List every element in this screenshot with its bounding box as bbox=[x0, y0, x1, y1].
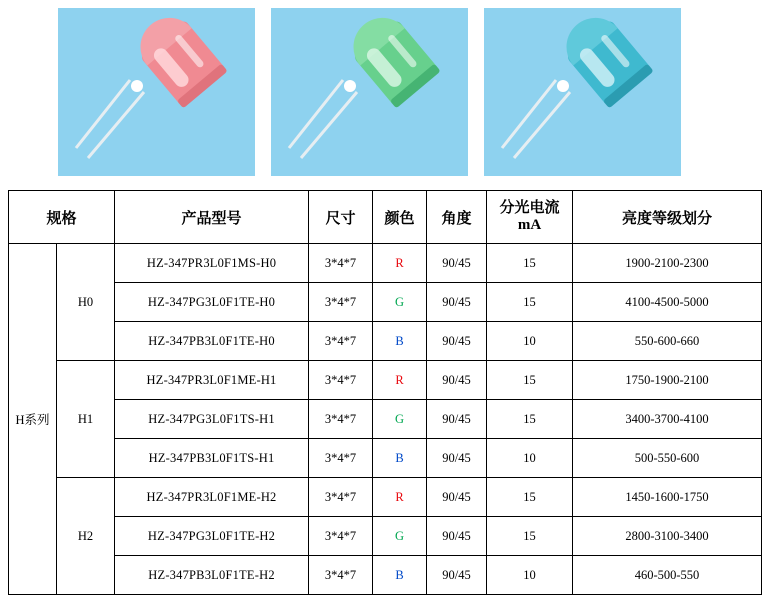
cell-brightness: 4100-4500-5000 bbox=[573, 283, 762, 322]
cell-current: 15 bbox=[487, 244, 573, 283]
cell-angle: 90/45 bbox=[427, 439, 487, 478]
cell-brightness: 3400-3700-4100 bbox=[573, 400, 762, 439]
specification-table bbox=[8, 190, 762, 595]
cell-color: R bbox=[373, 478, 427, 517]
cell-color: B bbox=[373, 439, 427, 478]
cell-color: B bbox=[373, 322, 427, 361]
header-size: 尺寸 bbox=[309, 191, 373, 244]
cell-angle: 90/45 bbox=[427, 400, 487, 439]
cell-brightness: 1900-2100-2300 bbox=[573, 244, 762, 283]
cell-size: 3*4*7 bbox=[309, 517, 373, 556]
table-row bbox=[9, 361, 762, 400]
series-label-cell: H系列 bbox=[9, 244, 57, 595]
cell-brightness: 1450-1600-1750 bbox=[573, 478, 762, 517]
header-angle: 角度 bbox=[427, 191, 487, 244]
cell-current: 10 bbox=[487, 556, 573, 595]
cell-brightness: 1750-1900-2100 bbox=[573, 361, 762, 400]
table-row bbox=[9, 244, 762, 283]
cell-size: 3*4*7 bbox=[309, 361, 373, 400]
cell-size: 3*4*7 bbox=[309, 400, 373, 439]
header-current-line2: mA bbox=[517, 217, 542, 233]
cell-color: B bbox=[373, 556, 427, 595]
cell-current: 15 bbox=[487, 478, 573, 517]
cell-color: R bbox=[373, 361, 427, 400]
cell-model: HZ-347PR3L0F1ME-H1 bbox=[115, 361, 309, 400]
group-label-h1: H1 bbox=[57, 361, 115, 478]
cell-size: 3*4*7 bbox=[309, 283, 373, 322]
header-brightness: 亮度等级划分 bbox=[573, 191, 762, 244]
table-row bbox=[9, 556, 762, 595]
cell-brightness: 2800-3100-3400 bbox=[573, 517, 762, 556]
cell-color: G bbox=[373, 283, 427, 322]
cell-model: HZ-347PG3L0F1TE-H2 bbox=[115, 517, 309, 556]
cell-size: 3*4*7 bbox=[309, 439, 373, 478]
cell-model: HZ-347PB3L0F1TE-H2 bbox=[115, 556, 309, 595]
cell-color: R bbox=[373, 244, 427, 283]
table-row bbox=[9, 478, 762, 517]
cell-color: G bbox=[373, 400, 427, 439]
cell-current: 15 bbox=[487, 400, 573, 439]
cell-model: HZ-347PG3L0F1TS-H1 bbox=[115, 400, 309, 439]
table-row bbox=[9, 439, 762, 478]
spec-table-container bbox=[0, 176, 769, 595]
cell-current: 15 bbox=[487, 283, 573, 322]
cell-brightness: 500-550-600 bbox=[573, 439, 762, 478]
cell-current: 10 bbox=[487, 322, 573, 361]
cell-size: 3*4*7 bbox=[309, 556, 373, 595]
cell-angle: 90/45 bbox=[427, 283, 487, 322]
header-spec: 规格 bbox=[9, 191, 115, 244]
table-row bbox=[9, 322, 762, 361]
cell-model: HZ-347PB3L0F1TS-H1 bbox=[115, 439, 309, 478]
cell-size: 3*4*7 bbox=[309, 322, 373, 361]
cell-angle: 90/45 bbox=[427, 322, 487, 361]
cell-current: 15 bbox=[487, 361, 573, 400]
cell-angle: 90/45 bbox=[427, 517, 487, 556]
cell-current: 10 bbox=[487, 439, 573, 478]
led-photo-strip bbox=[0, 0, 769, 176]
cell-brightness: 460-500-550 bbox=[573, 556, 762, 595]
header-current bbox=[487, 191, 573, 244]
cell-model: HZ-347PG3L0F1TE-H0 bbox=[115, 283, 309, 322]
header-color: 颜色 bbox=[373, 191, 427, 244]
cell-model: HZ-347PR3L0F1ME-H2 bbox=[115, 478, 309, 517]
cell-size: 3*4*7 bbox=[309, 478, 373, 517]
cell-angle: 90/45 bbox=[427, 361, 487, 400]
table-header-row bbox=[9, 191, 762, 244]
green-led-photo bbox=[271, 8, 468, 176]
table-row bbox=[9, 400, 762, 439]
cell-model: HZ-347PR3L0F1MS-H0 bbox=[115, 244, 309, 283]
cell-size: 3*4*7 bbox=[309, 244, 373, 283]
cell-brightness: 550-600-660 bbox=[573, 322, 762, 361]
group-label-h2: H2 bbox=[57, 478, 115, 595]
cell-model: HZ-347PB3L0F1TE-H0 bbox=[115, 322, 309, 361]
cell-angle: 90/45 bbox=[427, 478, 487, 517]
red-led-photo bbox=[58, 8, 255, 176]
cell-current: 15 bbox=[487, 517, 573, 556]
table-row bbox=[9, 517, 762, 556]
group-label-h0: H0 bbox=[57, 244, 115, 361]
cell-color: G bbox=[373, 517, 427, 556]
table-row bbox=[9, 283, 762, 322]
header-model: 产品型号 bbox=[115, 191, 309, 244]
cell-angle: 90/45 bbox=[427, 244, 487, 283]
header-current-line1: 分光电流 bbox=[499, 199, 560, 216]
blue-led-photo bbox=[484, 8, 681, 176]
cell-angle: 90/45 bbox=[427, 556, 487, 595]
